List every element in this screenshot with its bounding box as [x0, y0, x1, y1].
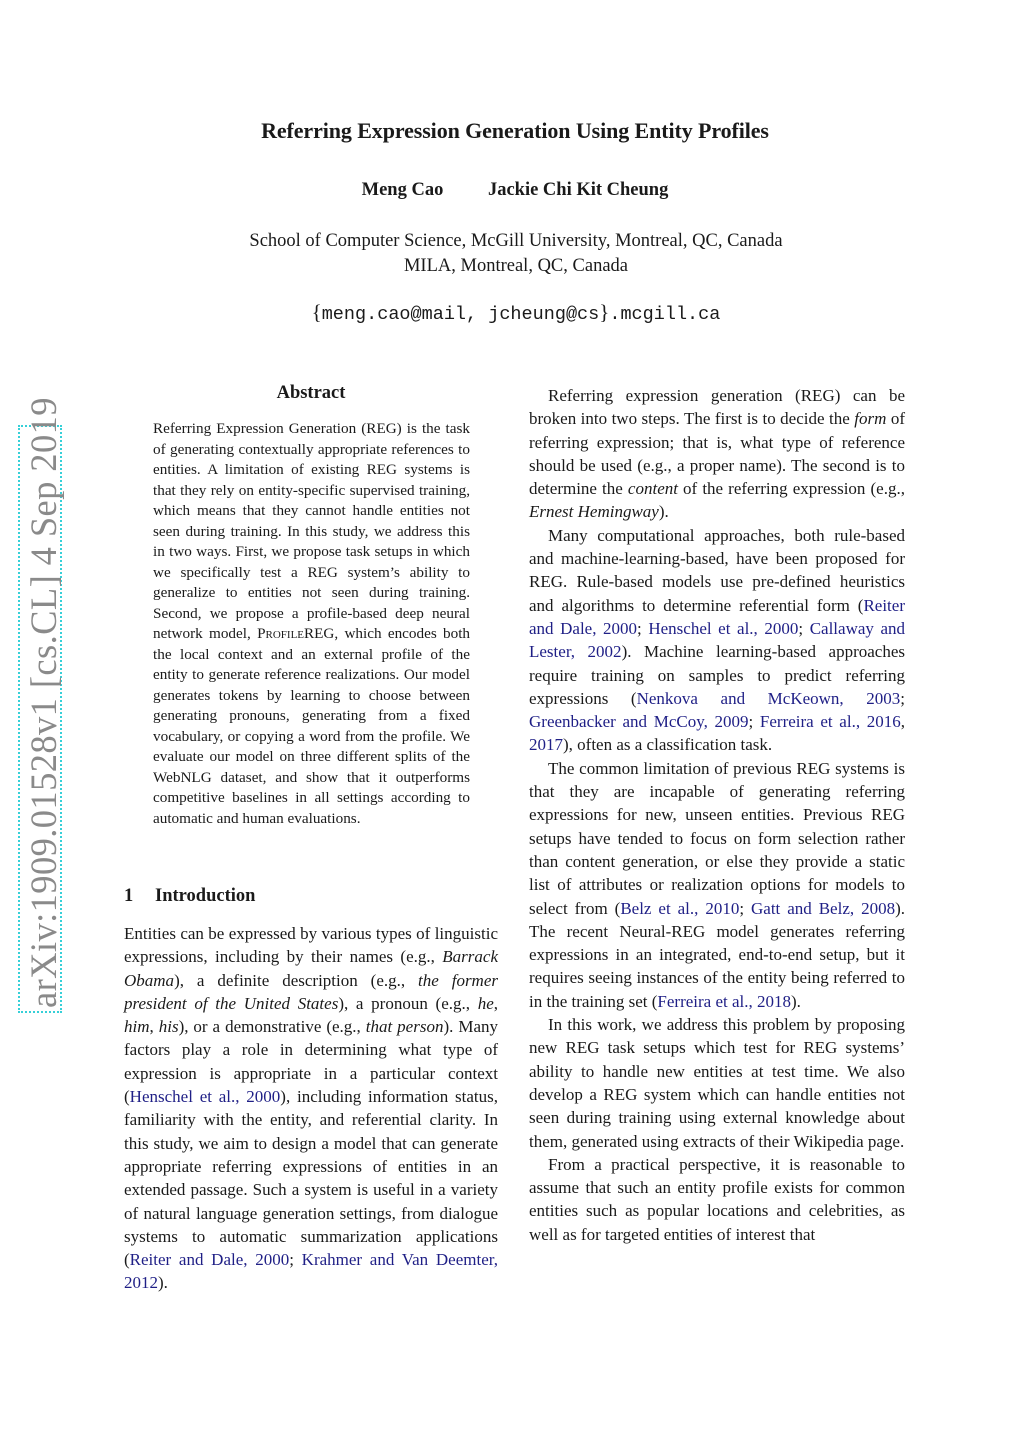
text: Entities can be expressed by various types of linguistic expressions, including by their names (e.g., [124, 924, 498, 967]
text: ). [658, 502, 669, 522]
text: ), or a demonstrative (e.g., [178, 1017, 366, 1037]
text: , [149, 1017, 159, 1037]
model-name: ProfileREG [257, 625, 335, 642]
citation-link[interactable]: Reiter and Dale, 2000 [529, 595, 905, 638]
citation-link[interactable]: Reiter and Dale, 2000 [129, 1250, 290, 1270]
text: , [493, 993, 498, 1013]
section-number: 1 [124, 886, 134, 906]
abstract-text: Referring Expression Generation (REG) is the task of generating contextually appropriate references to entities. A limitation of existing REG systems is that they rely on entity-specific supervised training, which means that they cannot handle entities not seen during training. In this study, we address this in two ways. First, we propose task setups in which we specifically test a REG system’s ability to generalize to entities not seen during training. Second, we propose a profile-based deep neural network model, [153, 420, 470, 642]
example-text: Ernest Hemingway [529, 502, 659, 522]
citation-link[interactable]: Gatt and Belz, 2008 [751, 898, 896, 918]
text: ; [289, 1250, 302, 1270]
text: ; [900, 688, 905, 708]
author-name: Meng Cao [361, 180, 444, 200]
text: ; [739, 898, 752, 918]
paragraph [529, 384, 905, 524]
paragraph [124, 922, 498, 1295]
text: Referring expression generation (REG) can be broken into two steps. The first is to decide the [529, 386, 905, 429]
text: ). [158, 1273, 168, 1293]
example-text: that person [365, 1017, 444, 1037]
affiliations [0, 229, 1024, 279]
paragraph: In this work, we address this problem by proposing new REG task setups which test for REG systems’ ability to handle new entities at test time. We also develop a REG system which can handle entities not seen during training using external knowledge about them, generated using extracts of their Wikipedia page. [529, 1015, 905, 1151]
paragraph: From a practical perspective, it is reasonable to assume that such an entity profile exists for common entities such as popular locations and celebrities, as well as for targeted entities of interest that [529, 1154, 905, 1244]
author-name: Jackie Chi Kit Cheung [487, 180, 669, 200]
emphasis: form [854, 409, 887, 429]
citation-link[interactable]: Henschel et al., 2000 [648, 618, 799, 638]
citation-link[interactable]: Henschel et al., 2000 [129, 1087, 281, 1107]
section-title: Introduction [155, 886, 256, 906]
text: ). Machine learning-based approaches require training on samples to predict referring expressions ( [529, 642, 905, 708]
citation-link[interactable]: Nenkova and McKeown, 2003 [636, 688, 901, 708]
abstract-text: , which encodes both the local context and an external profile of the entity to generate reference realizations. Our model generates tokens by learning to choose between generating pronouns, generating from a fixed vocabulary, or copying a word from the profile. We evaluate our model on three different splits of the WebNLG dataset, and show that it outperforms competitive baselines in all settings according to automatic and human evaluations. [153, 625, 471, 827]
email-domain: .mcgill.ca [609, 304, 721, 325]
citation-link[interactable]: Belz et al., 2010 [620, 898, 740, 918]
author-list [0, 180, 1024, 201]
text: ). The recent Neural-REG model generates referring expressions in an integrated, end-to-end setup, but it requires seeing instances of the entity being referred to in the training set ( [529, 898, 905, 1011]
text: ), including information status, familiarity with the entity, and referential clarity. In this study, we aim to design a model that can generate appropriate referring expressions of entities in an extended passage. Such a system is useful in a variety of natural language generation settings, from dialogue systems to automatic summarization applications ( [124, 1087, 498, 1270]
example-text: the former president of the United States [124, 970, 498, 1013]
text: ; [798, 618, 810, 638]
abstract-heading: Abstract [276, 383, 346, 403]
citation-link[interactable]: Ferreira et al., 2016 [759, 712, 901, 732]
citation-link[interactable]: 2017 [529, 735, 563, 755]
text: ; [748, 712, 760, 732]
citation-link[interactable]: Krahmer and Van Deemter, 2012 [124, 1250, 498, 1293]
affiliation-line: School of Computer Science, McGill University, Montreal, QC, Canada [249, 231, 783, 251]
example-text: his [158, 1017, 179, 1037]
section-heading [124, 886, 255, 907]
text: ), a definite description (e.g., [174, 970, 419, 990]
text: Many computational approaches, both rule-based and machine-learning-based, have been proposed for REG. Rule-based models use pre-defined heuristics and algorithms to determine referential form ( [529, 525, 905, 615]
text: ), often as a classification task. [563, 735, 773, 755]
text: ). [791, 991, 801, 1011]
author-emails [0, 300, 1024, 325]
citation-link[interactable]: Ferreira et al., 2018 [657, 991, 792, 1011]
text: ; [637, 618, 649, 638]
citation-link[interactable]: Greenbacker and McCoy, 2009 [529, 712, 749, 732]
text: of the referring expression (e.g., [677, 479, 905, 499]
intro-right-column [529, 384, 905, 1246]
paragraph [529, 524, 905, 757]
citation-link[interactable]: Callaway and Lester, 2002 [529, 618, 906, 662]
email-body: meng.cao@mail, jcheung@cs [321, 304, 600, 325]
affiliation-line: MILA, Montreal, QC, Canada [403, 256, 628, 276]
example-text: he [477, 993, 494, 1013]
text: The common limitation of previous REG systems is that they are incapable of generating referring expressions for new, unseen entities. Previous REG setups have tended to focus on form selection rather than content generation, or else they provide a static list of attributes or realization options for models to select from ( [529, 758, 905, 918]
text: ), a pronoun (e.g., [338, 993, 478, 1013]
paper-title: Referring Expression Generation Using Entity Profiles [261, 118, 769, 143]
text: of referring expression; that is, what type of reference should be used (e.g., a proper name). The second is to determine the [529, 409, 905, 499]
paragraph [529, 757, 905, 1013]
example-text: him [124, 1017, 150, 1037]
arxiv-stamp[interactable]: arXiv:1909.01528v1 [cs.CL] 4 Sep 2019 [23, 397, 64, 1008]
brace-close: } [599, 300, 610, 324]
abstract-body [153, 419, 470, 829]
emphasis: content [627, 479, 678, 499]
intro-left-column [124, 922, 498, 1295]
text: , [900, 712, 905, 732]
example-text: Barrack Obama [124, 947, 498, 990]
brace-open: { [311, 300, 322, 324]
text: ). Many factors play a role in determining what type of expression is appropriate in a particular context ( [124, 1017, 498, 1107]
